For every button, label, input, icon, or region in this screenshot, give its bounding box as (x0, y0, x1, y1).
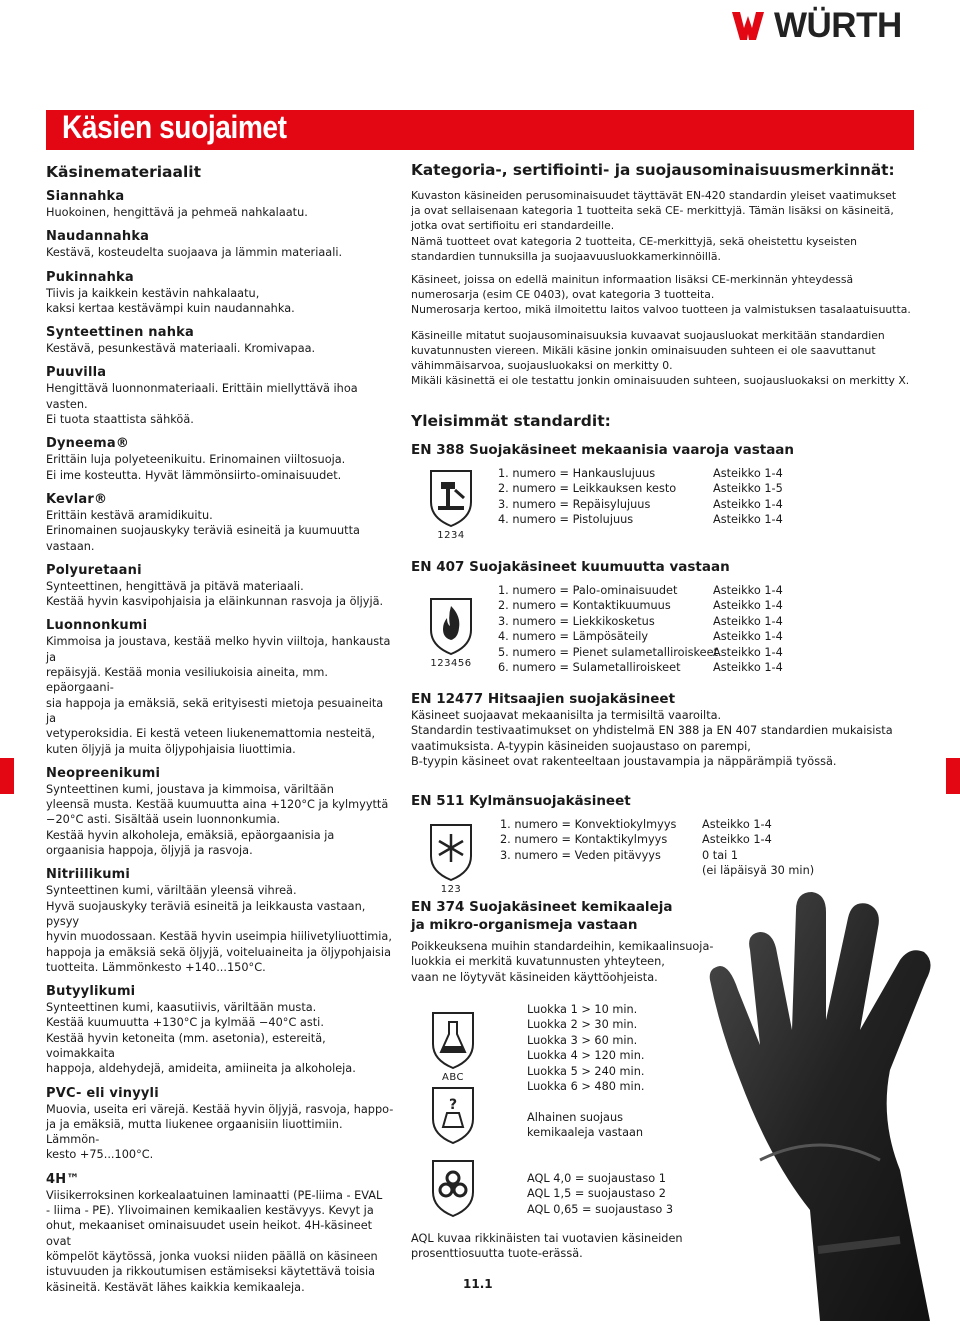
en511-scale: Asteikko 1-4 (702, 833, 772, 847)
wurth-logo (730, 6, 902, 46)
material-title: Siannahka (46, 189, 125, 204)
en407-row (498, 598, 783, 613)
wurth-logo-text: WÜRTH (774, 6, 902, 45)
material-description: Kimmoisa ja joustava, kestää melko hyvin viiltoja, hankausta ja repäisyjä. Kestää monia vesiliukoisia aineita, mm. epäorgaani- sia happoja ja emäksiä, sekä erityisesti mietoja pesuaineita ja vetyperoksidia. Ei kestä veteen liukenemattomia nesteitä, kuten öljyjä ja muita öljypohjaisia liuottimia. (46, 635, 391, 756)
en511-scale: Asteikko 1-4 (702, 818, 772, 831)
en388-property: 1. numero = Hankauslujuus (498, 467, 656, 480)
en388-pictogram (428, 468, 474, 541)
material-title: Polyuretaani (46, 562, 142, 578)
question-flask-icon (430, 1085, 476, 1145)
material-item (46, 1086, 396, 1163)
material-title: PVC- eli vinyyli (46, 1085, 159, 1101)
en407-code: 123456 (430, 658, 472, 669)
standards-heading: Yleisimmät standardit: (411, 412, 611, 430)
en407-row (498, 645, 783, 660)
side-tab-right (946, 758, 960, 794)
material-title: Pukinnahka (46, 269, 134, 285)
material-item (46, 365, 396, 427)
en388-row (498, 481, 783, 496)
material-title: Puuvilla (46, 365, 107, 381)
material-description: Kestävä, kosteudelta suojaava ja lämmin materiaali. (46, 246, 343, 260)
markings-paragraph: Käsineille mitatut suojausominaisuuksia kuvaavat suojausluokat merkitään standardien kuvatunnusten viereen. Mikäli käsine jonkin ominaisuuden suhteen ei ole saavuttanut vähimmäisarvoa, suojausluokaksi on merkitty 0. Mikäli käsinettä ei ole testattu jonkin ominaisuuden suhteen, suojausluokaksi on merkitty X. (411, 328, 910, 388)
en374-low: Alhainen suojaus kemikaaleja vastaan (527, 1111, 644, 1140)
en374-text: Poikkeuksena muihin standardeihin, kemikaalinsuoja- luokkia ei merkitä kuvatunnusten yhteyteen, vaan ne löytyvät käsineiden käyttöohjeista. (411, 940, 714, 984)
en407-title: EN 407 Suojakäsineet kuumuutta vastaan (411, 559, 730, 575)
en388-property: 4. numero = Pistolujuus (498, 513, 634, 527)
en388-row (498, 512, 783, 527)
en407-row (498, 614, 783, 629)
en388-scale: Asteikko 1-5 (713, 482, 783, 496)
en511-pictogram (428, 822, 474, 895)
svg-text:?: ? (448, 1097, 458, 1113)
en388-list (498, 466, 783, 528)
glove-image (700, 830, 960, 1325)
en407-scale: Asteikko 1-4 (713, 599, 783, 613)
en511-code: 123 (440, 884, 462, 895)
black-glove-icon (700, 830, 960, 1321)
material-description: Viisikerroksinen korkealaatuinen laminaatti (PE-liima - EVAL - liima - PE). Ylivoimainen kemikaalien kestävyys. Kevyt ja ohut, mekaaniset ominaisuudet usein heikot. 4H-käsineet ovat kömpelöt käytössä, jonka vuoksi niiden päällä on käsineen istuvuuden ja rikkoutumisen estämiseksi käytettävä toisia käsineitä. Kestävät lähes kaikkia kemikaaleja. (46, 1188, 383, 1294)
material-description: Huokoinen, hengittävä ja pehmeä nahkalaatu. (46, 206, 308, 219)
material-item (46, 984, 396, 1076)
en511-property: 3. numero = Veden pitävyys (500, 848, 661, 862)
en388-title: EN 388 Suojakäsineet mekaanisia vaaroja vastaan (411, 442, 795, 458)
materials-list (46, 189, 396, 1295)
material-title: Naudannahka (46, 229, 150, 245)
material-description: Synteettinen kumi, väriltään yleensä vihreä. Hyvä suojauskyky teräviä esineitä ja leikkausta vastaan, pysyy hyvin muodossaan. Kestää hyvin useimpia hiilivetyliuottimia, happoja ja emäksiä sekä öljyjä, voiteluaineita ja öljypohjaisia tuotteita. Lämmönkesto +140...150°C. (46, 884, 392, 974)
en407-property: 4. numero = Lämpösäteily (498, 630, 649, 644)
material-description: Synteettinen kumi, kaasutiivis, väriltään musta. Kestää kuumuutta +130°C ja kylmää −40°C asti. Kestää hyvin ketoneita (mm. asetonia), estereitä, voimakkaita happoja, aldehydejä, amideita, amiineita ja alkoholeja. (46, 1001, 356, 1076)
en407-scale: Asteikko 1-4 (713, 645, 783, 659)
page-number: 11.1 (463, 1277, 493, 1291)
snowflake-shield-icon (428, 822, 474, 882)
en511-title: EN 511 Kylmänsuojakäsineet (411, 793, 631, 809)
material-title: 4H™ (46, 1171, 80, 1187)
wurth-logo-icon (730, 8, 766, 44)
material-description: Synteettinen, hengittävä ja pitävä materiaali. Kestää hyvin kasvipohjaisia ja eläinkunnan rasvoja ja öljyjä. (46, 579, 384, 609)
material-item (46, 436, 396, 483)
en374-aql: AQL 4,0 = suojaustaso 1 AQL 1,5 = suojaustaso 2 AQL 0,65 = suojaustaso 3 (527, 1172, 674, 1216)
material-item (46, 492, 396, 554)
en407-row (498, 660, 783, 675)
en407-property: 3. numero = Liekkikosketus (498, 614, 655, 628)
material-title: Dyneema® (46, 436, 130, 452)
en374-levels: Luokka 1 > 10 min. Luokka 2 > 30 min. Luokka 3 > 60 min. Luokka 4 > 120 min. Luokka 5 > 240 min. Luokka 6 > 480 min. (527, 1003, 645, 1094)
material-item (46, 867, 396, 975)
en407-scale: Asteikko 1-4 (713, 614, 783, 628)
material-item (46, 189, 396, 220)
material-item (46, 1172, 396, 1295)
material-description: Erittäin kestävä aramidikuitu. Erinomainen suojauskyky teräviä esineitä ja kuumuutta vastaan. (46, 508, 360, 553)
en407-property: 6. numero = Sulametalliroiskeet (498, 661, 681, 675)
markings-heading: Kategoria-, sertifiointi- ja suojausominaisuusmerkinnät: (411, 161, 895, 179)
en388-scale: Asteikko 1-4 (713, 497, 783, 511)
biohazard-icon (430, 1158, 476, 1218)
en388-row (498, 497, 783, 512)
markings-paragraph: Käsineet, joissa on edellä mainitun informaation lisäksi CE-merkinnän yhteydessä numerosarja (esim CE 0403), ovat kategoria 3 tuotteita. Numerosarja kertoo, mikä ilmoitettu laitos valvoo tuotteen ja valmistuksen tasalaatuisuutta. (411, 273, 911, 317)
en407-scale: Asteikko 1-4 (713, 661, 783, 675)
material-item (46, 766, 396, 858)
en12477-title: EN 12477 Hitsaajien suojakäsineet (411, 691, 676, 707)
en388-property: 3. numero = Repäisylujuus (498, 497, 651, 511)
en407-scale: Asteikko 1-4 (713, 584, 783, 597)
material-title: Butyylikumi (46, 984, 136, 1000)
en12477-text: Käsineet suojaavat mekaanisilta ja termisiltä vaaroilta. Standardin testivaatimukset on yhdistelmä EN 388 ja EN 407 standardien mukaisista vaatimuksista. A-tyypin käsineiden suojaustaso on parempi, B-tyypin käsineet ovat rakenteeltaan joustavampia ja näppärämpiä työssä. (411, 709, 893, 769)
material-item (46, 229, 396, 260)
en374-biohazard-pictogram (430, 1158, 476, 1218)
en407-row (498, 583, 783, 598)
en374-chemical-pictogram (430, 1010, 476, 1083)
material-description: Synteettinen kumi, joustava ja kimmoisa, väriltään yleensä musta. Kestää kuumuutta aina +120°C ja kylmyyttä −20°C asti. Sisältää usein luonnonkumia. Kestää hyvin alkoholeja, emäksiä, epäorgaanisia ja orgaanisia happoja, öljyjä ja rasvoja. (46, 782, 389, 858)
material-item (46, 325, 396, 356)
en407-property: 1. numero = Palo-ominaisuudet (498, 584, 678, 597)
en374-title: EN 374 Suojakäsineet kemikaaleja ja mikro-organismeja vastaan (411, 899, 673, 933)
material-title: Synteettinen nahka (46, 325, 194, 341)
en407-scale: Asteikko 1-4 (713, 630, 783, 644)
en388-row (498, 466, 783, 481)
material-description: Kestävä, pesunkestävä materiaali. Kromivapaa. (46, 342, 316, 356)
en388-scale: Asteikko 1-4 (713, 467, 783, 480)
material-title: Nitriilikumi (46, 867, 131, 883)
en407-list (498, 583, 783, 675)
en511-scale: 0 tai 1 (ei läpäisyä 30 min) (702, 848, 815, 878)
en374-footnote: AQL kuvaa rikkinäisten tai vuotavien käsineiden prosenttiosuutta tuote-erässä. (411, 1232, 683, 1261)
flask-shield-icon (430, 1010, 476, 1070)
hammer-shield-icon (428, 468, 474, 528)
en511-property: 2. numero = Kontaktikylmyys (500, 833, 668, 847)
markings-column (411, 160, 921, 394)
en374-low-pictogram (430, 1085, 476, 1145)
flame-shield-icon (428, 596, 474, 656)
en388-scale: Asteikko 1-4 (713, 513, 783, 527)
en374-code: ABC (441, 1072, 464, 1083)
material-description: Muovia, useita eri värejä. Kestää hyvin öljyjä, rasvoja, happo- ja ja emäksiä, mutta liukenee orgaanisiin liuottimiin. Lämmön- kesto +75...100°C. (46, 1102, 394, 1162)
en407-pictogram (428, 596, 474, 669)
material-title: Luonnonkumi (46, 618, 148, 634)
markings-paragraph: Kuvaston käsineiden perusominaisuudet täyttävät EN-420 standardin yleiset vaatimukset ja ovat sellaisenaan kategoria 1 tuotteita sekä CE- merkittyjä. Tämän lisäksi on käsineitä, jotka ovat sertifioitu eri standardeille. Nämä tuotteet ovat kategoria 2 tuotteita, CE-merkittyjä, sekä oheistettu kyseisten standardien tunnuksilla ja suojaavuusluokkamerkinnöillä. (411, 189, 897, 263)
en407-row (498, 629, 783, 644)
en407-property: 2. numero = Kontaktikuumuus (498, 599, 671, 613)
materials-column (46, 162, 396, 1295)
materials-heading: Käsinemateriaalit (46, 163, 201, 181)
en511-property: 1. numero = Konvektiokylmyys (500, 818, 677, 831)
en388-code: 1234 (437, 530, 465, 541)
en388-property: 2. numero = Leikkauksen kesto (498, 482, 677, 496)
material-item (46, 270, 396, 317)
material-title: Neopreenikumi (46, 765, 161, 781)
material-description: Erittäin luja polyeteenikuitu. Erinomainen viiltosuoja. Ei ime kosteutta. Hyvät lämmönsiirto-ominaisuudet. (46, 453, 346, 482)
material-title: Kevlar® (46, 491, 108, 507)
en407-property: 5. numero = Pienet sulametalliroiskeet (498, 645, 719, 659)
side-tab-left (0, 758, 14, 794)
material-description: Hengittävä luonnonmateriaali. Erittäin miellyttävä ihoa vasten. Ei tuota staattista sähköä. (46, 382, 358, 427)
material-item (46, 618, 396, 756)
material-description: Tiivis ja kaikkein kestävin nahkalaatu, kaksi kertaa kestävämpi kuin naudannahka. (46, 286, 295, 315)
page-title: Käsien suojaimet (62, 109, 287, 145)
material-item (46, 563, 396, 610)
